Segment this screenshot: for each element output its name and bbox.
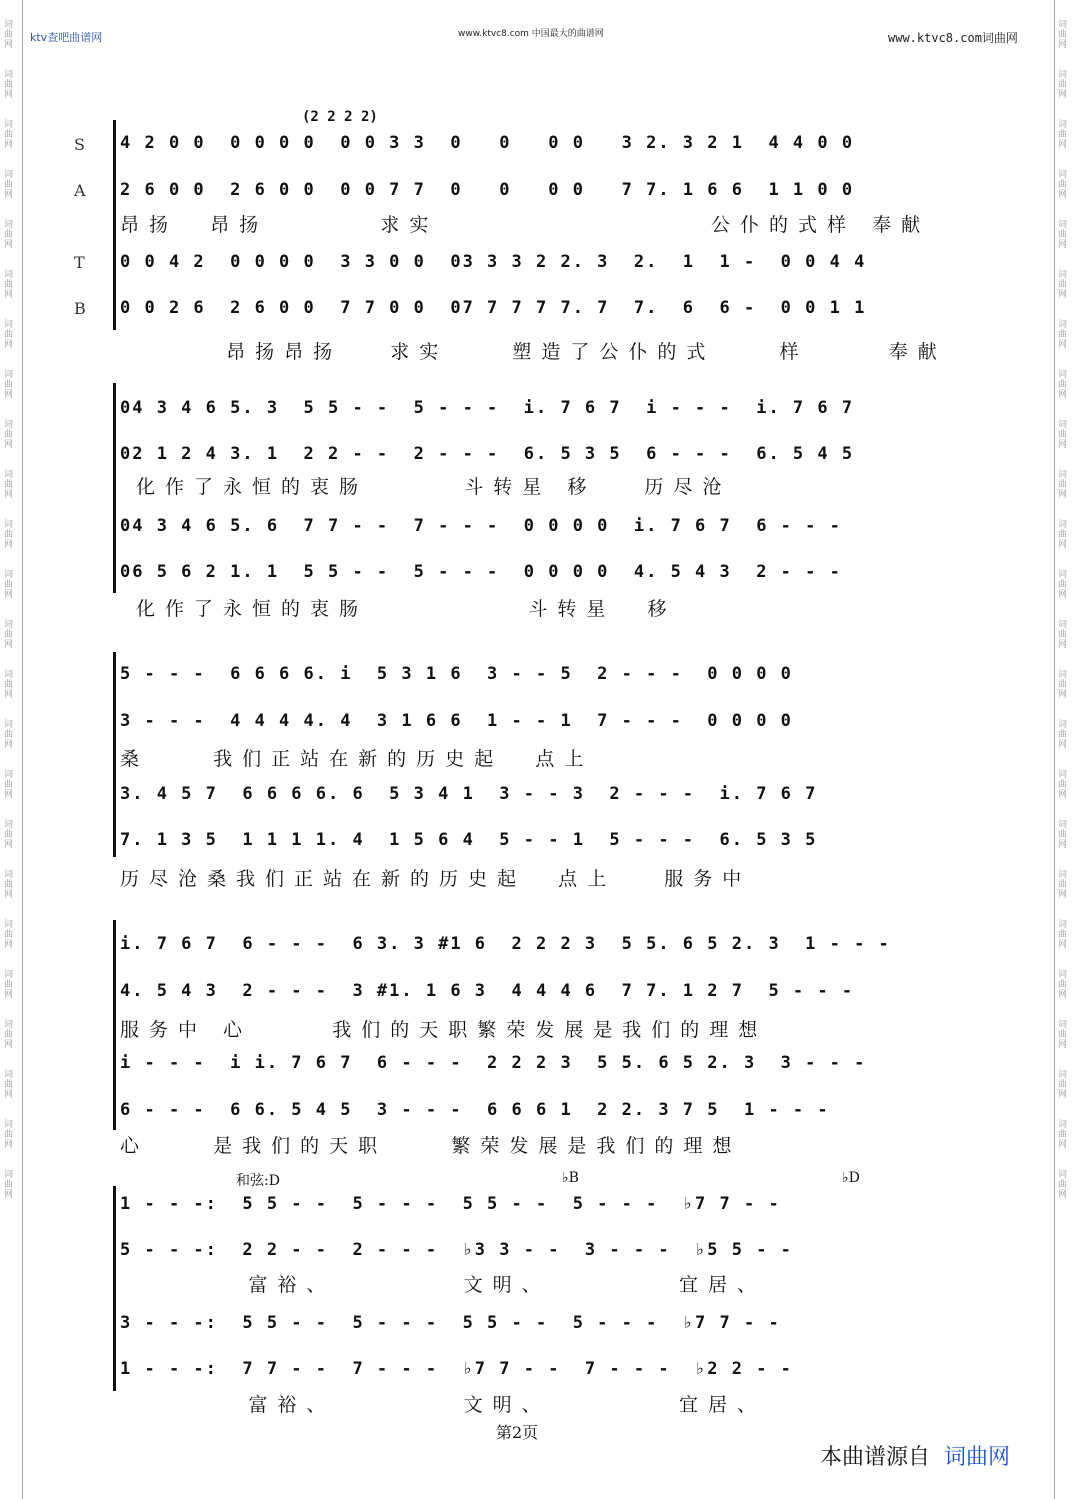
score-row xyxy=(120,1053,986,1085)
lyrics-line: 心 是我们的天职 繁荣发展是我们的理想 xyxy=(120,1135,742,1157)
note-line-tenor: 3 - - -: 5 5 - - 5 - - - 5 5 - - 5 - - - ♭7 7 - - xyxy=(120,1313,781,1333)
score-row xyxy=(120,981,986,1013)
source-credit xyxy=(820,1440,1010,1471)
chord-label: ♭B xyxy=(562,1170,579,1186)
watermark-text: 词 曲 网 xyxy=(4,870,14,900)
system-bracket xyxy=(113,120,116,330)
watermark-text: 词 曲 网 xyxy=(1058,620,1068,650)
watermark-text: 词 曲 网 xyxy=(1058,20,1068,50)
score-row xyxy=(120,1100,986,1132)
lyrics-line: 昂扬昂扬 求实 塑造了公仆的式 样 奉献 xyxy=(178,341,947,363)
watermark-text: 词 曲 网 xyxy=(1058,70,1068,100)
note-line-bass: 1 - - -: 7 7 - - 7 - - - ♭7 7 - - 7 - - - ♭2 2 - - xyxy=(120,1359,793,1379)
score-row xyxy=(120,298,986,330)
lyrics-line: 历尽沧桑我们正站在新的历史起 点上 服务中 xyxy=(120,868,752,890)
left-margin-line xyxy=(22,0,23,1499)
score-row xyxy=(120,784,986,816)
watermark-text: 词 曲 网 xyxy=(1058,1070,1068,1100)
watermark-text: 词 曲 网 xyxy=(1058,920,1068,950)
score-row xyxy=(120,516,986,548)
lyrics-line: 桑 我们正站在新的历史起 点上 xyxy=(120,748,594,770)
score-row xyxy=(120,711,986,743)
score-row xyxy=(120,562,986,594)
watermark-text: 词 曲 网 xyxy=(4,670,14,700)
note-line-tenor: 3. 4 5 7 6 6 6 6. 6 5 3 4 1 3 - - 3 2 - - - i. 7 6 7 xyxy=(120,784,818,804)
score-row xyxy=(120,934,986,966)
note-line-bass: 7. 1 3 5 1 1 1 1. 4 1 5 6 4 5 - - 1 5 - - - 6. 5 3 5 xyxy=(120,830,818,850)
score-row xyxy=(120,664,986,696)
watermark-text: 词 曲 网 xyxy=(4,470,14,500)
chord-label: 和弦:D xyxy=(236,1173,280,1189)
watermark-text: 词 曲 网 xyxy=(4,70,14,100)
watermark-text: 词 曲 网 xyxy=(4,170,14,200)
score-row xyxy=(120,133,986,165)
watermark-text: 词 曲 网 xyxy=(1058,470,1068,500)
watermark-text: 词 曲 网 xyxy=(4,620,14,650)
watermark-text: 词 曲 网 xyxy=(4,320,14,350)
note-line-tenor: 04 3 4 6 5. 6 7 7 - - 7 - - - 0 0 0 0 i. 7 6 7 6 - - - xyxy=(120,516,842,536)
lyrics-line: 化作了永恒的衷肠 斗转星 移 历尽沧 xyxy=(120,476,732,498)
note-line-bass: 6 - - - 6 6. 5 4 5 3 - - - 6 6 6 1 2 2. 3 7 5 1 - - - xyxy=(120,1100,830,1120)
watermark-text: 词 曲 网 xyxy=(4,220,14,250)
watermark-text: 词 曲 网 xyxy=(4,370,14,400)
system-bracket xyxy=(113,1186,116,1391)
score-row xyxy=(120,398,986,430)
score-row xyxy=(120,252,986,284)
lyrics-line: 富裕、 文明、 宜居、 xyxy=(120,1274,766,1296)
watermark-text: 词 曲 网 xyxy=(4,720,14,750)
lyrics-line: 富裕、 文明、 宜居、 xyxy=(120,1394,766,1416)
voice-label-alto: A xyxy=(74,181,86,200)
watermark-text: 词 曲 网 xyxy=(1058,270,1068,300)
watermark-text: 词 曲 网 xyxy=(4,970,14,1000)
right-watermark xyxy=(1058,0,1070,1499)
watermark-text: 词 曲 网 xyxy=(1058,420,1068,450)
lyrics-line: 化作了永恒的衷肠 斗转星 移 xyxy=(120,598,677,620)
site-url-right: www.ktvc8.com词曲网 xyxy=(888,31,1018,45)
watermark-text: 词 曲 网 xyxy=(1058,370,1068,400)
note-line-bass: 06 5 6 2 1. 1 5 5 - - 5 - - - 0 0 0 0 4. 5 4 3 2 - - - xyxy=(120,562,842,582)
note-line-soprano: 1 - - -: 5 5 - - 5 - - - 5 5 - - 5 - - - ♭7 7 - - xyxy=(120,1194,781,1214)
watermark-text: 词 曲 网 xyxy=(4,270,14,300)
watermark-text: 词 曲 网 xyxy=(1058,970,1068,1000)
watermark-text: 词 曲 网 xyxy=(1058,670,1068,700)
system-bracket xyxy=(113,652,116,857)
note-line-soprano: 4 2 0 0 0 0 0 0 0 0 3 3 0 0 0 0 3 2. 3 2 1 4 4 0 0 xyxy=(120,133,855,153)
score-row xyxy=(120,180,986,212)
watermark-text: 词 曲 网 xyxy=(4,1070,14,1100)
note-line-bass: 0 0 2 6 2 6 0 0 7 7 0 0 07 7 7 7 7. 7 7. 6 6 - 0 0 1 1 xyxy=(120,298,867,318)
note-line-alto: 5 - - -: 2 2 - - 2 - - - ♭3 3 - - 3 - - - ♭5 5 - - xyxy=(120,1240,793,1260)
left-watermark xyxy=(4,0,16,1499)
voice-label-tenor: T xyxy=(74,253,85,272)
watermark-text: 词 曲 网 xyxy=(4,920,14,950)
page-number: 第2页 xyxy=(496,1423,539,1442)
watermark-text: 词 曲 网 xyxy=(4,570,14,600)
voice-label-soprano: S xyxy=(74,135,85,154)
watermark-text: 词 曲 网 xyxy=(1058,320,1068,350)
watermark-text: 词 曲 网 xyxy=(1058,520,1068,550)
score-row xyxy=(120,830,986,862)
system-bracket xyxy=(113,920,116,1130)
score-row xyxy=(120,1359,986,1391)
lyrics-line: 昂扬 昂扬 求实 公仆的式样 奉献 xyxy=(120,214,931,236)
right-margin-line xyxy=(1054,0,1055,1499)
watermark-text: 词 曲 网 xyxy=(1058,820,1068,850)
source-prefix: 本曲谱源自 xyxy=(820,1445,931,1470)
watermark-text: 词 曲 网 xyxy=(4,1170,14,1200)
score-row xyxy=(120,1313,986,1345)
watermark-text: 词 曲 网 xyxy=(1058,1170,1068,1200)
watermark-text: 词 曲 网 xyxy=(1058,1020,1068,1050)
note-line-alto: 02 1 2 4 3. 1 2 2 - - 2 - - - 6. 5 3 5 6 - - - 6. 5 4 5 xyxy=(120,444,855,464)
watermark-text: 词 曲 网 xyxy=(1058,170,1068,200)
note-line-soprano: 5 - - - 6 6 6 6. i 5 3 1 6 3 - - 5 2 - - - 0 0 0 0 xyxy=(120,664,793,684)
site-logo-text: ktv查吧曲谱网 xyxy=(30,31,103,44)
watermark-text: 词 曲 网 xyxy=(1058,870,1068,900)
score-row xyxy=(120,1240,986,1272)
note-line-tenor: 0 0 4 2 0 0 0 0 3 3 0 0 03 3 3 2 2. 3 2. 1 1 - 0 0 4 4 xyxy=(120,252,867,272)
note-line-soprano: i. 7 6 7 6 - - - 6 3. 3 #1 6 2 2 2 3 5 5. 6 5 2. 3 1 - - - xyxy=(120,934,891,954)
watermark-text: 词 曲 网 xyxy=(1058,770,1068,800)
watermark-text: 词 曲 网 xyxy=(4,820,14,850)
watermark-text: 词 曲 网 xyxy=(4,20,14,50)
score-row xyxy=(120,1194,986,1226)
watermark-text: 词 曲 网 xyxy=(1058,1120,1068,1150)
watermark-text: 词 曲 网 xyxy=(1058,720,1068,750)
voice-label-bass: B xyxy=(74,299,86,318)
watermark-text: 词 曲 网 xyxy=(4,420,14,450)
tuplet-marking: (2 2 2 2) xyxy=(302,109,378,125)
chord-label: ♭D xyxy=(842,1170,860,1186)
note-line-soprano: 04 3 4 6 5. 3 5 5 - - 5 - - - i. 7 6 7 i - - - i. 7 6 7 xyxy=(120,398,855,418)
watermark-text: 词 曲 网 xyxy=(4,1020,14,1050)
source-site-link[interactable]: 词曲网 xyxy=(944,1445,1011,1470)
watermark-text: 词 曲 网 xyxy=(1058,570,1068,600)
watermark-text: 词 曲 网 xyxy=(1058,220,1068,250)
watermark-text: 词 曲 网 xyxy=(1058,120,1068,150)
watermark-text: 词 曲 网 xyxy=(4,770,14,800)
note-line-alto: 2 6 0 0 2 6 0 0 0 0 7 7 0 0 0 0 7 7. 1 6 6 1 1 0 0 xyxy=(120,180,855,200)
system-bracket xyxy=(113,383,116,593)
watermark-text: 词 曲 网 xyxy=(4,1120,14,1150)
note-line-alto: 4. 5 4 3 2 - - - 3 #1. 1 6 3 4 4 4 6 7 7. 1 2 7 5 - - - xyxy=(120,981,855,1001)
note-line-alto: 3 - - - 4 4 4 4. 4 3 1 6 6 1 - - 1 7 - - - 0 0 0 0 xyxy=(120,711,793,731)
note-line-tenor: i - - - i i. 7 6 7 6 - - - 2 2 2 3 5 5. 6 5 2. 3 3 - - - xyxy=(120,1053,867,1073)
watermark-text: 词 曲 网 xyxy=(4,520,14,550)
lyrics-line: 服务中 心 我们的天职繁荣发展是我们的理想 xyxy=(120,1019,768,1041)
watermark-text: 词 曲 网 xyxy=(4,120,14,150)
site-url-header: www.ktvc8.com 中国最大的曲谱网 xyxy=(458,29,604,39)
